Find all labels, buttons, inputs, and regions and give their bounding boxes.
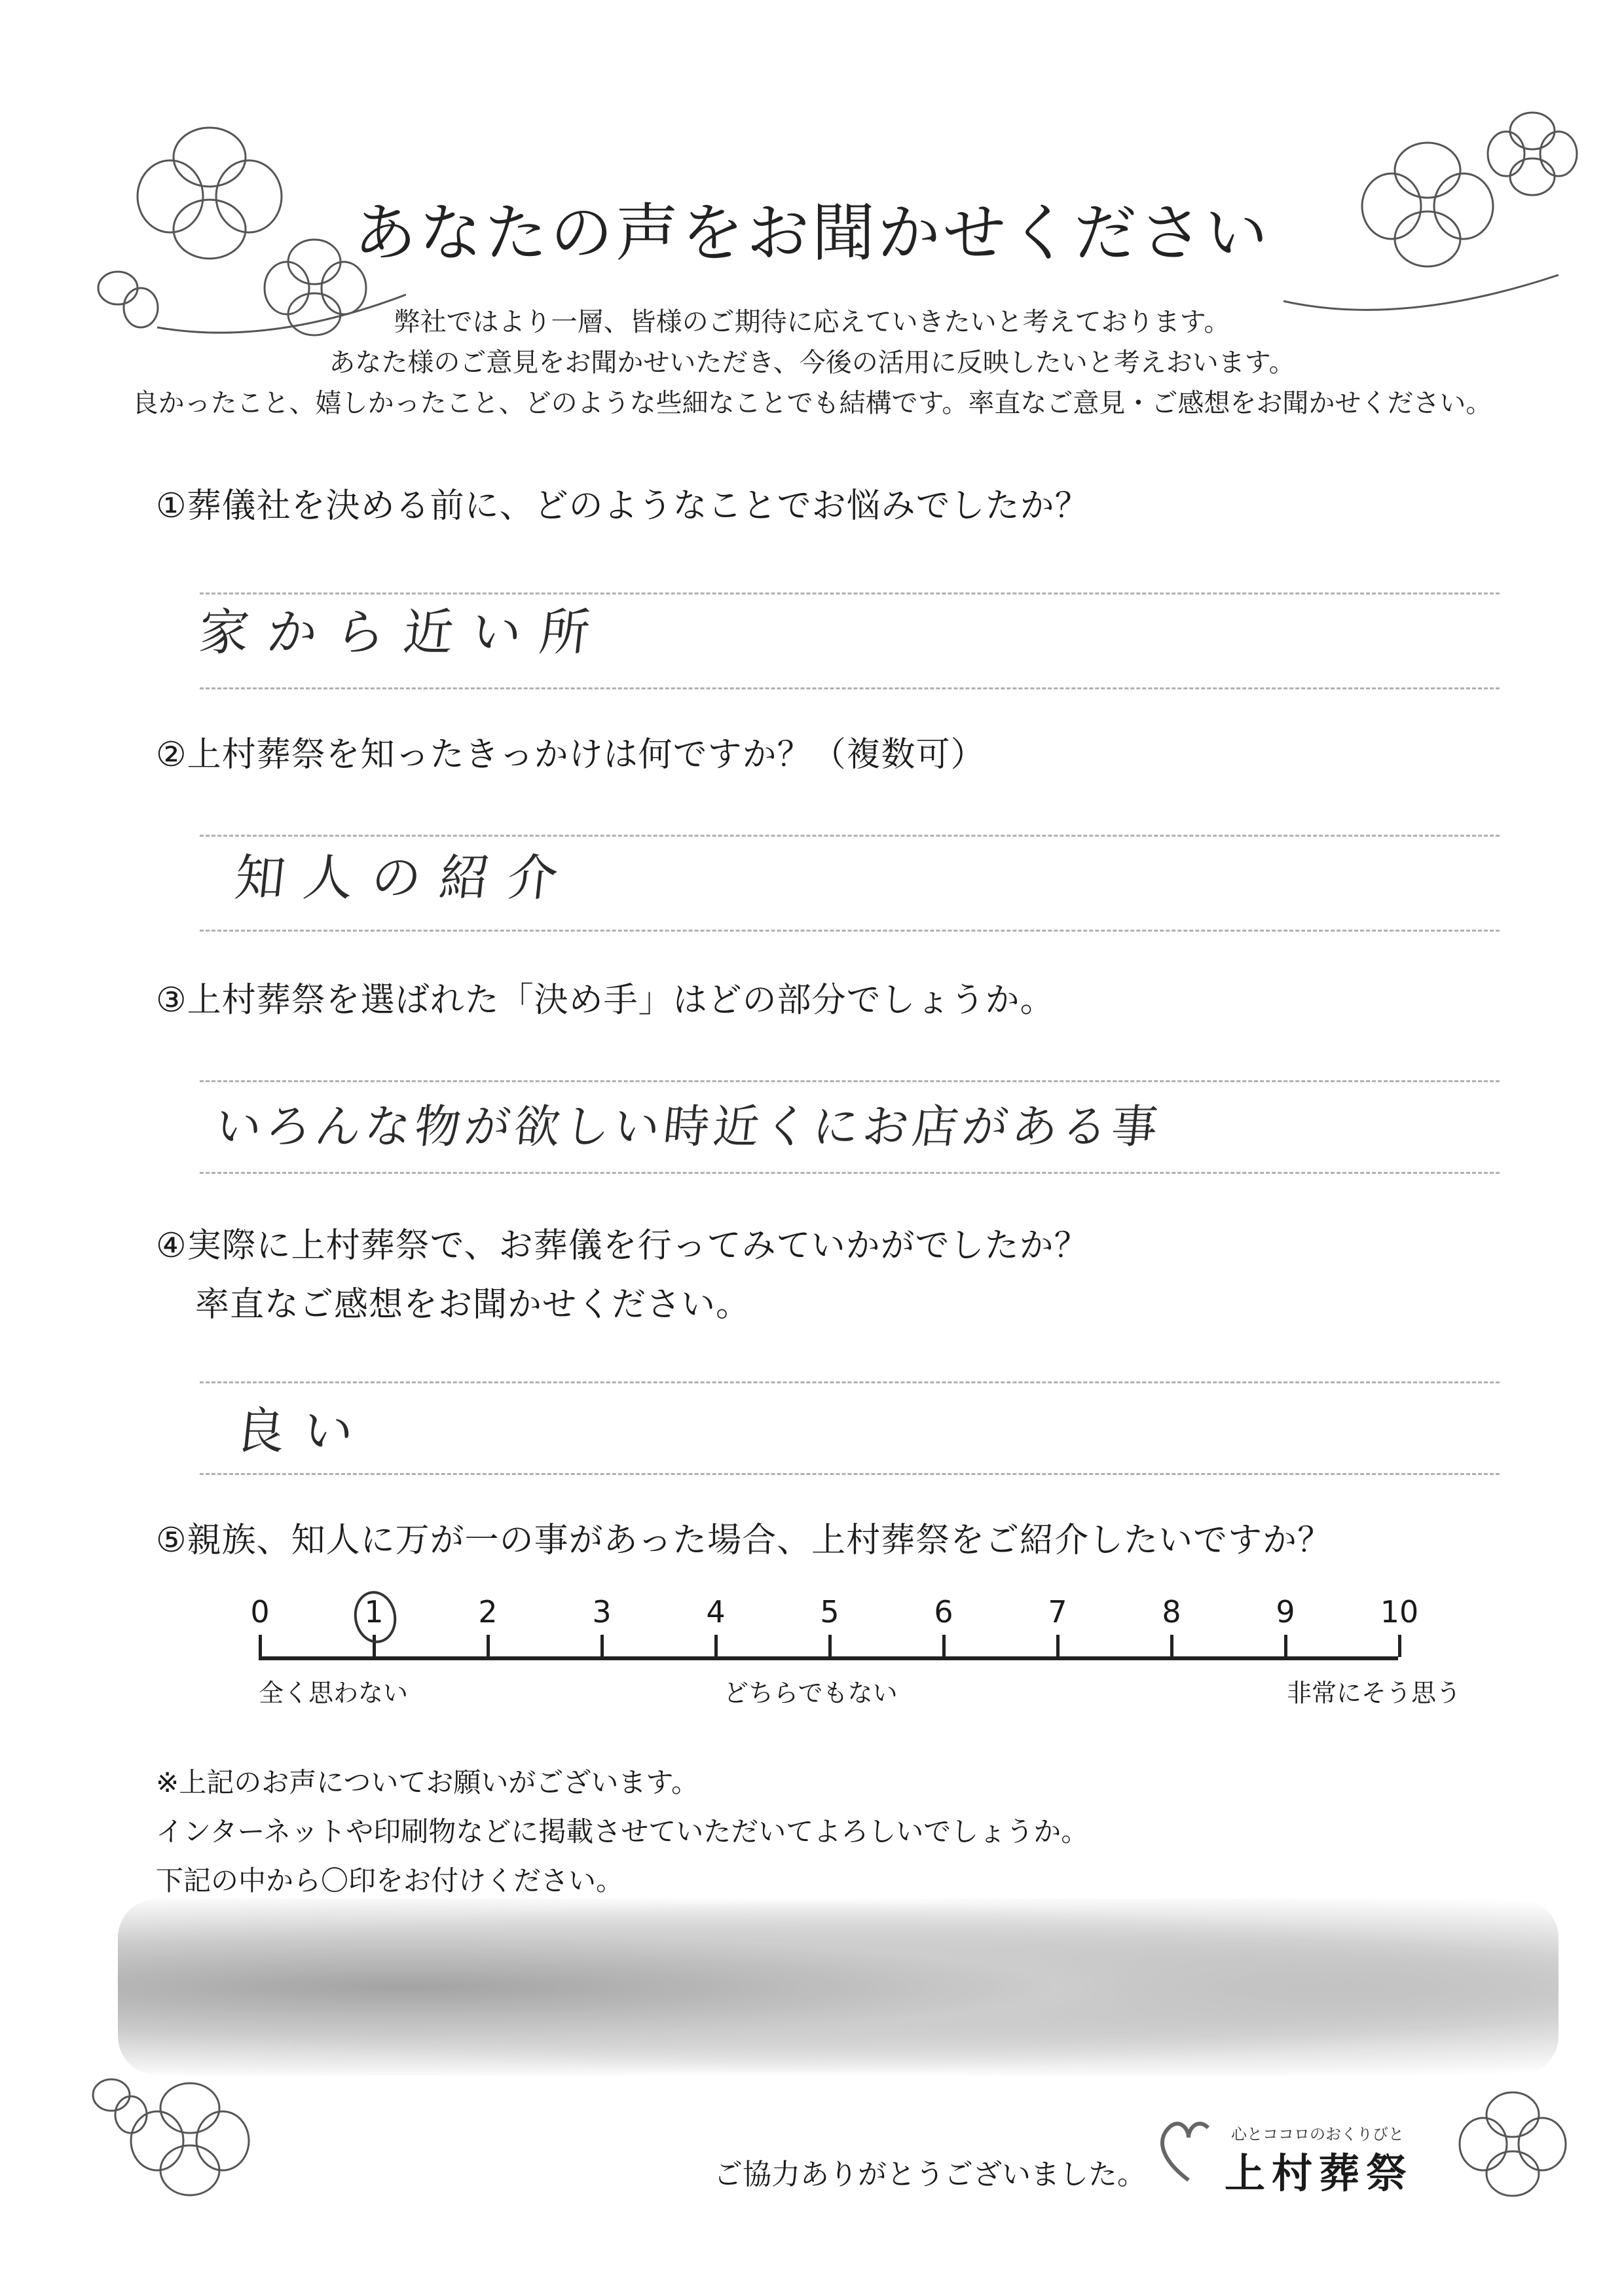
scale-tick [828,1635,832,1657]
scale-tick [1056,1635,1060,1657]
scale-number-10[interactable]: 10 [1380,1594,1419,1630]
scale-mid-label: どちらでもない [724,1679,898,1707]
scale-number-4[interactable]: 4 [706,1594,726,1630]
note-line-1: ※上記のお声についてお願いがございます。 [156,1766,699,1798]
answer-line [200,687,1500,689]
scale-number-3[interactable]: 3 [592,1594,612,1630]
question-3-answer[interactable]: いろんな物が欲しい時近くにお店がある事 [213,1100,1164,1154]
scale-tick [942,1635,946,1657]
answer-line [200,835,1500,837]
answer-line [200,1172,1500,1174]
scale-number-9[interactable]: 9 [1276,1594,1295,1630]
question-4-answer[interactable]: 良い [232,1402,375,1460]
answer-line [200,1381,1500,1383]
scale-tick [487,1635,490,1657]
clover-decoration-bottom-right [1428,2069,1611,2239]
scale-low-label: 全く思わない [259,1679,409,1707]
redacted-consent-area [118,1899,1559,2075]
scale-number-5[interactable]: 5 [820,1594,840,1630]
question-1-answer[interactable]: 家から近い所 [196,603,612,661]
thanks-message: ご協力ありがとうございました。 [714,2158,1146,2191]
question-2-answer[interactable]: 知人の紹介 [232,848,580,907]
question-2-label: ②上村葬祭を知ったきっかけは何ですか？（複数可） [156,735,986,774]
question-4-sublabel: 率直なご感想をお聞かせください。 [195,1285,751,1324]
scale-tick [259,1635,262,1657]
intro-line-1: 弊社ではより一層、皆様のご期待に応えていきたいと考えております。 [394,307,1230,337]
intro-line-3: 良かったこと、嬉しかったこと、どのような些細なことでも結構です。率直なご意見・ご感想をお聞かせください。 [132,388,1492,418]
answer-line [200,1473,1500,1475]
scale-tick [1170,1635,1173,1657]
scale-number-6[interactable]: 6 [934,1594,953,1630]
scale-number-7[interactable]: 7 [1048,1594,1067,1630]
intro-line-2: あなた様のご意見をお聞かせいただき、今後の活用に反映したいと考えおいます。 [329,348,1295,378]
question-4-label: ④実際に上村葬祭で、お葬儀を行ってみていかがでしたか？ [156,1226,1089,1266]
answer-line [200,930,1500,932]
scale-tick [714,1635,718,1657]
scale-tick [1398,1635,1401,1657]
note-line-3: 下記の中から〇印をお付けください。 [156,1865,624,1897]
page-title: あなたの声をお聞かせください [354,196,1270,270]
scale-number-8[interactable]: 8 [1162,1594,1181,1630]
scale-tick [600,1635,604,1657]
question-3-label: ③上村葬祭を選ばれた「決め手」はどの部分でしょうか。 [156,981,1055,1020]
note-line-2: インターネットや印刷物などに掲載させていただいてよろしいでしょうか。 [156,1815,1089,1848]
question-5-label: ⑤親族、知人に万が一の事があった場合、上村葬祭をご紹介したいですか？ [156,1521,1333,1560]
logo-name: 上村葬祭 [1225,2149,1414,2197]
scale-high-label: 非常にそう思う [1287,1679,1462,1707]
logo-tagline: 心とココロのおくりびと [1231,2125,1404,2143]
scale-number-0[interactable]: 0 [250,1594,270,1630]
heart-logo-icon [1156,2115,1221,2187]
scale-number-2[interactable]: 2 [478,1594,498,1630]
answer-line [200,1080,1500,1082]
scale-tick [1284,1635,1287,1657]
scale-number-1[interactable]: 1 [364,1594,384,1630]
question-1-label: ①葬儀社を決める前に、どのようなことでお悩みでしたか？ [156,486,1090,526]
